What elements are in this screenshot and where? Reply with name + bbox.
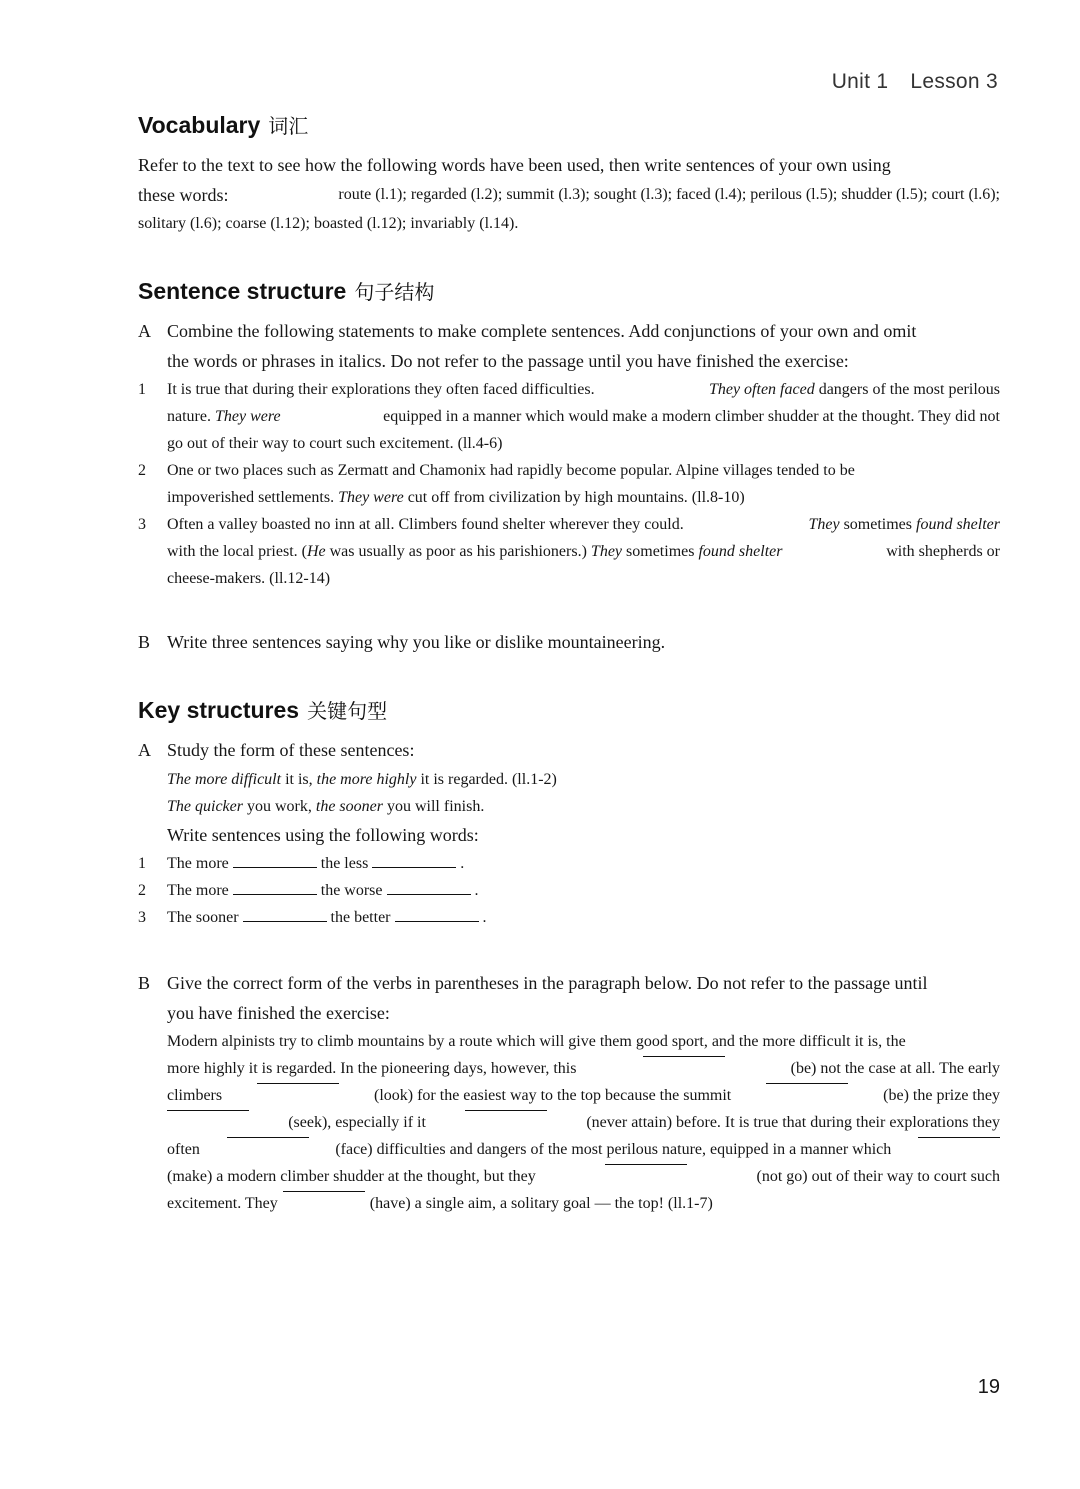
exercise-b-instruction: Write three sentences saying why you like or dislike mountaineering.	[167, 632, 666, 652]
key-structures-heading	[138, 695, 387, 724]
exercise-a-instruction: Combine the following statements to make complete sentences. Add conjunctions of your own and omit the words or phrases in italics. Do not refer to the passage until you have finished the exercise:	[167, 321, 917, 371]
answer-blank[interactable]	[643, 1055, 725, 1057]
item-number: 3	[138, 516, 146, 533]
page-number: 19	[977, 1376, 1000, 1398]
answer-blank[interactable]	[372, 866, 456, 868]
vocabulary-title-cn: 词汇	[268, 114, 309, 138]
answer-blank[interactable]	[918, 1136, 1000, 1138]
answer-blank[interactable]	[387, 893, 471, 895]
answer-blank[interactable]	[243, 920, 327, 922]
key-structures-title-cn: 关键句型	[307, 699, 388, 723]
exercise-label-b: B	[138, 973, 151, 993]
item-number: 1	[138, 381, 146, 398]
item-number: 3	[138, 909, 146, 926]
exercise-label-a: A	[138, 740, 151, 760]
answer-blank[interactable]	[605, 1163, 687, 1165]
exercise-label-a: A	[138, 321, 151, 341]
key-a-instruction: Study the form of these sentences:	[167, 740, 415, 760]
answer-blank[interactable]	[257, 1082, 339, 1084]
list-item: One or two places such as Zermatt and Chamonix had rapidly become popular. Alpine villages tended to be impoverished settlements. They were cut off from civilization by high mountains. (ll.8-10)	[167, 462, 855, 506]
fill-item: The more the worse .	[167, 882, 479, 899]
vocabulary-words-1: route (l.1); regarded (l.2); summit (l.3); sought (l.3); faced (l.4); perilous (l.5); shudder (l.5); court (l.6);	[338, 186, 1000, 203]
sentence-structure-title-cn: 句子结构	[354, 280, 435, 304]
unit-label: Unit 1	[831, 70, 889, 93]
running-header	[832, 70, 998, 94]
answer-blank[interactable]	[766, 1082, 848, 1084]
exercise-label-b: B	[138, 632, 151, 652]
sentence-structure-heading	[138, 276, 434, 305]
sentence-structure-title: Sentence structure	[138, 278, 347, 304]
answer-blank[interactable]	[233, 866, 317, 868]
key-b-instruction: Give the correct form of the verbs in parentheses in the paragraph below. Do not refer to the passage until you have finished the exercise:	[167, 973, 928, 1023]
vocabulary-words-2: solitary (l.6); coarse (l.12); boasted (l.12); invariably (l.14).	[138, 215, 519, 232]
list-item: Often a valley boasted no inn at all. Climbers found shelter wherever they could. They sometimes found shelter with the local priest. (He was usually as poor as his parishioners.) They sometimes found shelter with shepherds or cheese-makers. (ll.12-14)	[167, 516, 1000, 587]
fill-item: The more the less .	[167, 855, 465, 872]
item-number: 2	[138, 882, 146, 899]
example-sentences: The more difficult it is, the more highly it is regarded. (ll.1-2) The quicker you work, the sooner you will finish.	[167, 771, 557, 815]
answer-blank[interactable]	[167, 1109, 249, 1111]
answer-blank[interactable]	[283, 1190, 365, 1192]
vocabulary-instruction: Refer to the text to see how the following words have been used, then write sentences of your own using these words: route (l.1); regarded (l.2); summit (l.3); sought (l.3); faced (l.4); perilous (l.5); shudder (l.5); court (l.6); solitary (l.6); coarse (l.12); boasted (l.12); invariably (l.14).	[138, 150, 1000, 237]
list-item: It is true that during their explorations they often faced difficulties. They often faced dangers of the most perilous nature. They were equipped in a manner which would make a modern climber shudder at the thought. They did not go out of their way to court such excitement. (ll.4-6)	[167, 381, 1000, 452]
item-number: 2	[138, 462, 146, 479]
answer-blank[interactable]	[395, 920, 479, 922]
answer-blank[interactable]	[227, 1136, 309, 1138]
lesson-label: Lesson 3	[910, 70, 998, 93]
key-structures-title: Key structures	[138, 697, 300, 723]
fill-item: The sooner the better .	[167, 909, 487, 926]
answer-blank[interactable]	[233, 893, 317, 895]
vocabulary-title: Vocabulary	[138, 112, 261, 138]
write-instruction: Write sentences using the following words:	[167, 825, 479, 845]
answer-blank[interactable]	[465, 1109, 547, 1111]
cloze-paragraph: Modern alpinists try to climb mountains by a route which will give them good sport, and the more difficult it is, the more highly it is regarded. In the pioneering days, however, this (be) not the case at all. The early climbers (look) for the easiest way to the top because the summit (be) the prize they (seek), especially if it (never attain) before. It is true that during their explorations they often (face) difficulties and dangers of the most perilous nature, equipped in a manner which (make) a modern climber shudder at the thought, but they (not go) out of their way to court such excitement. They (have) a single aim, a solitary goal — the top! (ll.1-7)	[167, 1033, 1000, 1212]
item-number: 1	[138, 855, 146, 872]
vocabulary-heading	[138, 110, 308, 139]
